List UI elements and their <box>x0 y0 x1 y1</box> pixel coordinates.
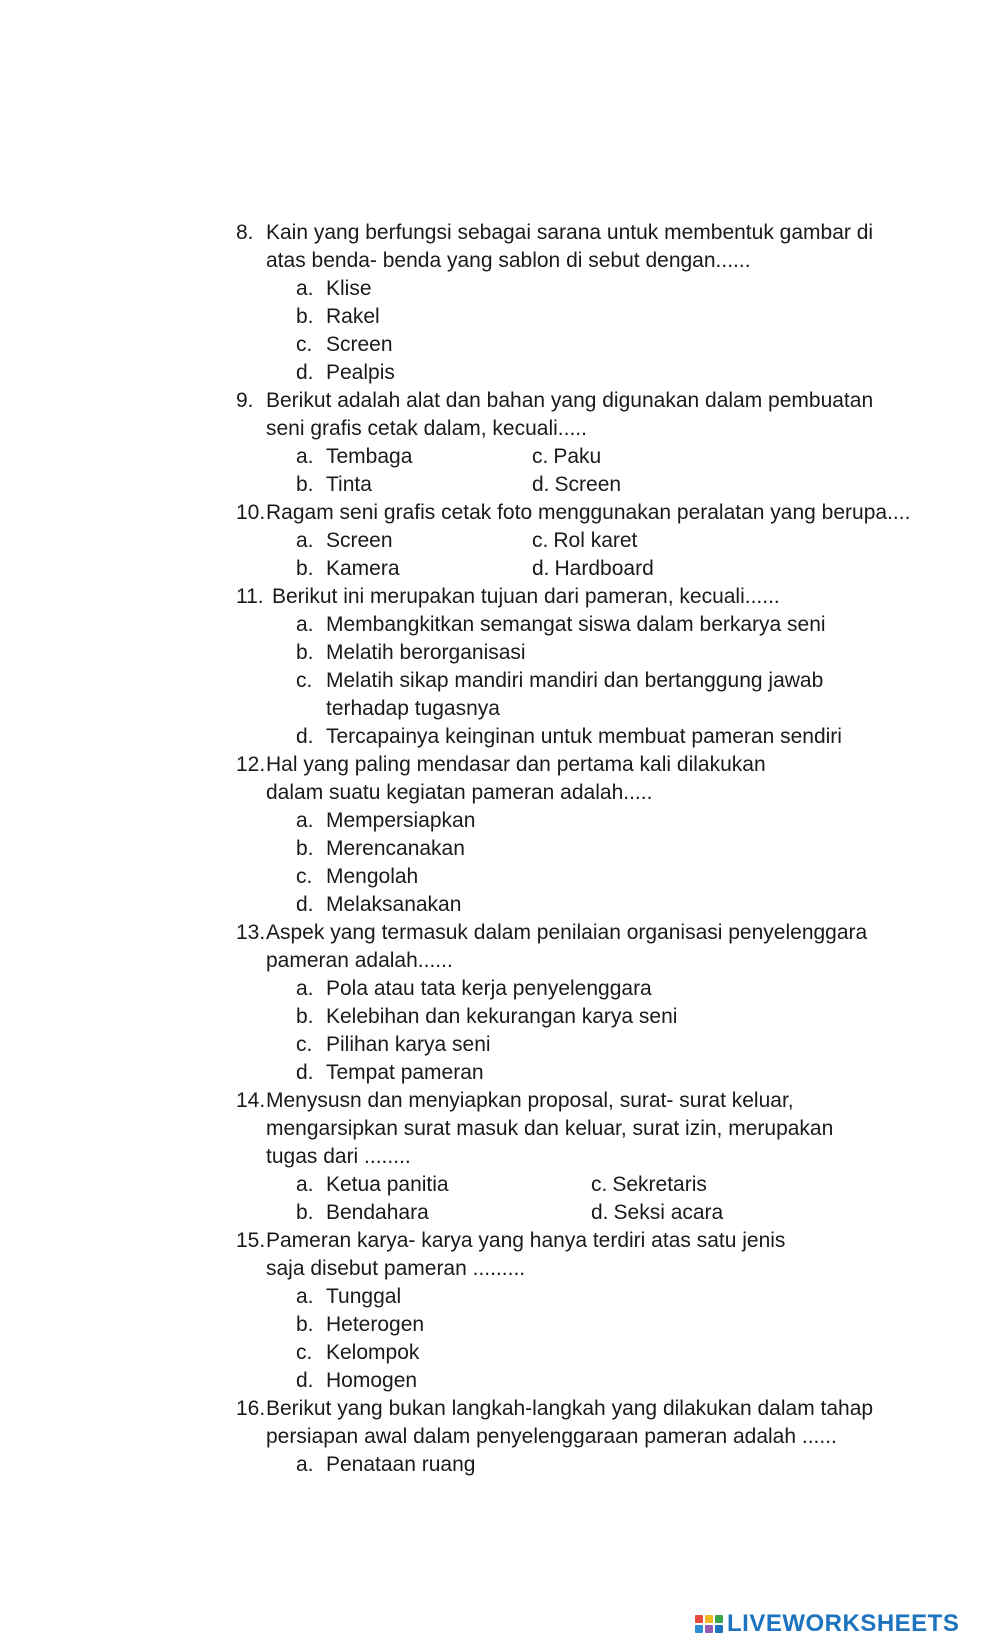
option-text: Screen <box>326 333 393 356</box>
option-text: Pealpis <box>326 361 395 384</box>
question-text: Aspek yang termasuk dalam penilaian organisasi penyelenggara pameran adalah...... <box>266 921 868 972</box>
option-letter: d. <box>296 893 314 916</box>
option-letter: c. <box>296 333 313 356</box>
option <box>296 807 916 835</box>
option-letter: d. <box>591 1201 609 1224</box>
question-16 <box>236 1395 916 1479</box>
question-text: Kain yang berfungsi sebagai sarana untuk membentuk gambar di atas benda- benda yang sablon di sebut dengan...... <box>266 221 874 272</box>
question-number: 8. <box>236 221 254 244</box>
option-text: Heterogen <box>326 1313 425 1336</box>
question-text: Hal yang paling mendasar dan pertama kali dilakukan dalam suatu kegiatan pameran adalah..... <box>266 753 766 804</box>
option-text: Screen <box>326 529 393 552</box>
option <box>296 443 532 471</box>
option-letter: d. <box>532 557 550 580</box>
option-text: Klise <box>326 277 372 300</box>
question-text: Berikut adalah alat dan bahan yang digunakan dalam pembuatan seni grafis cetak dalam, kecuali..... <box>266 389 874 440</box>
option-text: Ketua panitia <box>326 1173 449 1196</box>
option-letter: b. <box>296 641 314 664</box>
option <box>296 1003 916 1031</box>
option-letter: d. <box>296 1061 314 1084</box>
option-letter: b. <box>296 1201 314 1224</box>
question-text: Berikut yang bukan langkah-langkah yang dilakukan dalam tahap persiapan awal dalam penyelenggaraan pameran adalah ...... <box>266 1397 874 1448</box>
question-10 <box>236 499 916 583</box>
option-text: Bendahara <box>326 1201 429 1224</box>
logo-block <box>695 1625 703 1633</box>
option <box>591 1171 916 1199</box>
question-number: 15. <box>236 1229 266 1252</box>
liveworksheets-logo <box>695 1611 959 1637</box>
option-letter: c. <box>296 1341 313 1364</box>
option <box>532 443 916 471</box>
option-letter: b. <box>296 1005 314 1028</box>
option <box>296 723 916 751</box>
option-text: Paku <box>553 445 602 468</box>
option-text: Sekretaris <box>612 1173 707 1196</box>
option-text: Kelompok <box>326 1341 420 1364</box>
question-number: 13. <box>236 921 266 944</box>
option-letter: d. <box>296 725 314 748</box>
option-letter: a. <box>296 445 314 468</box>
option-text: Screen <box>554 473 622 496</box>
option-letter: a. <box>296 277 314 300</box>
option-text: Homogen <box>326 1369 418 1392</box>
question-text: Berikut ini merupakan tujuan dari pameran, kecuali...... <box>272 585 780 608</box>
logo-block <box>695 1615 703 1623</box>
option-letter: c. <box>532 445 549 468</box>
option-text: Rakel <box>326 305 380 328</box>
option-letter: b. <box>296 305 314 328</box>
option <box>296 835 916 863</box>
option <box>296 1171 591 1199</box>
option-text: Seksi acara <box>613 1201 724 1224</box>
option-text: Tinta <box>326 473 372 496</box>
question-8 <box>236 219 916 387</box>
option <box>296 639 916 667</box>
option <box>296 555 532 583</box>
option <box>532 555 916 583</box>
question-text: Ragam seni grafis cetak foto menggunakan peralatan yang berupa.... <box>266 501 911 524</box>
option-letter: d. <box>296 361 314 384</box>
option-letter: b. <box>296 837 314 860</box>
option-letter: d. <box>532 473 550 496</box>
option <box>296 527 532 555</box>
option <box>296 1031 916 1059</box>
question-15 <box>236 1227 916 1395</box>
option-letter: a. <box>296 977 314 1000</box>
option <box>591 1199 916 1227</box>
option-letter: b. <box>296 1313 314 1336</box>
option-text: Penataan ruang <box>326 1453 476 1476</box>
option-text: Membangkitkan semangat siswa dalam berkarya seni <box>326 613 826 636</box>
option-text: Mengolah <box>326 865 419 888</box>
logo-block <box>705 1625 713 1633</box>
logo-block <box>705 1615 713 1623</box>
question-number: 14. <box>236 1089 266 1112</box>
option-text: Melaksanakan <box>326 893 462 916</box>
question-text: Menysusn dan menyiapkan proposal, surat- surat keluar, mengarsipkan surat masuk dan keluar, surat izin, merupakan tugas dari ........ <box>266 1089 834 1168</box>
question-14 <box>236 1087 916 1227</box>
option <box>296 1059 916 1087</box>
option <box>296 331 916 359</box>
option-text: Tunggal <box>326 1285 402 1308</box>
option-letter: c. <box>591 1173 608 1196</box>
option-letter: b. <box>296 473 314 496</box>
option-text: Hardboard <box>554 557 654 580</box>
option-text: Melatih berorganisasi <box>326 641 526 664</box>
option <box>296 863 916 891</box>
question-13 <box>236 919 916 1087</box>
question-11 <box>236 583 916 751</box>
option-letter: c. <box>532 529 549 552</box>
option <box>296 611 916 639</box>
option-letter: d. <box>296 1369 314 1392</box>
question-number: 12. <box>236 753 266 776</box>
option-text: Kamera <box>326 557 400 580</box>
option <box>296 1339 916 1367</box>
option-text: Melatih sikap mandiri mandiri dan bertanggung jawab terhadap tugasnya <box>326 669 824 720</box>
question-text: Pameran karya- karya yang hanya terdiri atas satu jenis saja disebut pameran ......... <box>266 1229 786 1280</box>
option <box>296 1199 591 1227</box>
option-letter: a. <box>296 1453 314 1476</box>
option-letter: c. <box>296 669 313 692</box>
option <box>296 303 916 331</box>
option <box>296 891 916 919</box>
logo-block <box>715 1625 723 1633</box>
option-text: Tempat pameran <box>326 1061 484 1084</box>
option-text: Merencanakan <box>326 837 465 860</box>
option-text: Pilihan karya seni <box>326 1033 491 1056</box>
option-letter: c. <box>296 1033 313 1056</box>
question-9 <box>236 387 916 499</box>
option-text: Tercapainya keinginan untuk membuat pameran sendiri <box>326 725 842 748</box>
option <box>296 359 916 387</box>
option <box>296 1311 916 1339</box>
question-number: 10. <box>236 501 266 524</box>
logo-text: LIVEWORKSHEETS <box>727 1610 960 1637</box>
option-text: Pola atau tata kerja penyelenggara <box>326 977 652 1000</box>
option-text: Tembaga <box>326 445 413 468</box>
option <box>296 1367 916 1395</box>
option-letter: b. <box>296 557 314 580</box>
option <box>532 471 916 499</box>
question-list <box>236 219 916 1479</box>
option-letter: c. <box>296 865 313 888</box>
question-number: 16. <box>236 1397 266 1420</box>
option-letter: a. <box>296 529 314 552</box>
option-text: Kelebihan dan kekurangan karya seni <box>326 1005 678 1028</box>
option <box>296 471 532 499</box>
logo-mark-icon <box>695 1615 723 1633</box>
option <box>532 527 916 555</box>
option-letter: a. <box>296 1173 314 1196</box>
option <box>296 975 916 1003</box>
option-text: Mempersiapkan <box>326 809 476 832</box>
question-number: 11. <box>236 585 264 608</box>
option-letter: a. <box>296 809 314 832</box>
option <box>296 275 916 303</box>
logo-block <box>715 1615 723 1623</box>
question-number: 9. <box>236 389 254 412</box>
option <box>296 1283 916 1311</box>
option-letter: a. <box>296 1285 314 1308</box>
question-12 <box>236 751 916 919</box>
option <box>296 667 916 723</box>
option-letter: a. <box>296 613 314 636</box>
option-text: Rol karet <box>553 529 638 552</box>
option <box>296 1451 916 1479</box>
